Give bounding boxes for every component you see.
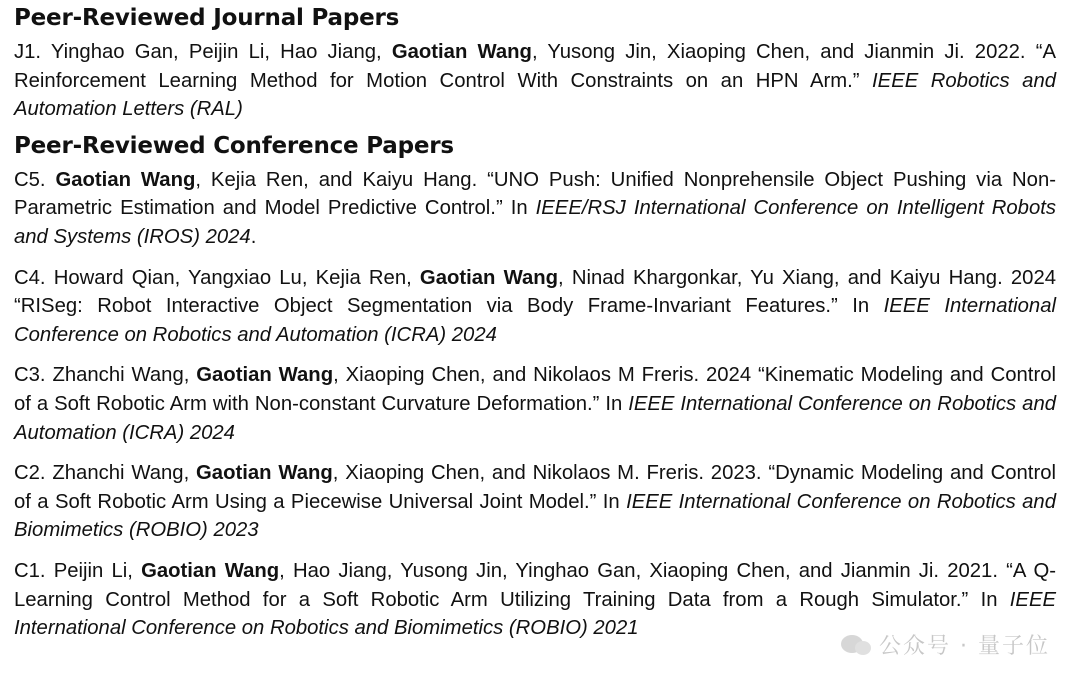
paper-entry-j1 bbox=[14, 38, 1056, 124]
entry-authors-prefix: C1. Peijin Li, bbox=[14, 559, 142, 582]
entry-venue: IEEE International Conference on Robotics and Automation (ICRA) 2024 bbox=[14, 392, 1056, 444]
paper-entry-c5 bbox=[14, 166, 1056, 252]
entry-details: , Yusong Jin, Xiaoping Chen, and Jianmin Ji. 2022. “A Reinforcement Learning Method for Motion Control With Constraints on an HPN Arm.” bbox=[14, 41, 1056, 92]
entry-details: , Ninad Khargonkar, Yu Xiang, and Kaiyu Hang. 2024 “RISeg: Robot Interactive Object Segmentation via Body Frame-Invariant Features.” In bbox=[14, 266, 1056, 318]
entry-authors-prefix: J1. Yinghao Gan, Peijin Li, Hao Jiang, bbox=[14, 41, 392, 63]
entry-details: , Kejia Ren, and Kaiyu Hang. “UNO Push: Unified Nonprehensile Object Pushing via Non-Parametric Estimation and Model Predictive Control.” In bbox=[14, 168, 1056, 220]
entry-details: , Hao Jiang, Yusong Jin, Yinghao Gan, Xiaoping Chen, and Jianmin Ji. 2021. “A Q-Learning Control Method for a Soft Robotic Arm Utilizing Training Data from a Rough Simulator.” In bbox=[14, 559, 1056, 611]
entry-venue: IEEE/RSJ International Conference on Intelligent Robots and Systems (IROS) 2024 bbox=[14, 197, 1056, 248]
entry-venue: IEEE International Conference on Robotics and Automation (ICRA) 2024 bbox=[14, 295, 1056, 346]
entry-venue: IEEE International Conference on Robotics and Biomimetics (ROBIO) 2021 bbox=[14, 588, 1056, 640]
paper-entry-c1 bbox=[14, 557, 1056, 643]
entry-details: , Xiaoping Chen, and Nikolaos M Freris. 2024 “Kinematic Modeling and Control of a Soft Robotic Arm with Non-constant Curvature Deformation.” In bbox=[14, 364, 1056, 415]
entry-venue: IEEE Robotics and Automation Letters (RAL) bbox=[14, 69, 1057, 121]
entry-venue: IEEE International Conference on Robotics and Biomimetics (ROBIO) 2023 bbox=[14, 490, 1056, 542]
publication-list bbox=[14, 0, 1056, 655]
entry-tail: . bbox=[250, 225, 257, 248]
entry-authors-prefix: C3. Zhanchi Wang, bbox=[14, 364, 197, 387]
entry-details: , Xiaoping Chen, and Nikolaos M. Freris. 2023. “Dynamic Modeling and Control of a Soft Robotic Arm Using a Piecewise Universal Joint Model.” In bbox=[14, 462, 1056, 513]
section-title-conference: Peer-Reviewed Conference Papers bbox=[14, 132, 454, 159]
entry-authors-prefix: C4. Howard Qian, Yangxiao Lu, Kejia Ren, bbox=[14, 266, 420, 289]
highlighted-author: Gaotian Wang bbox=[419, 266, 559, 289]
highlighted-author: Gaotian Wang bbox=[55, 168, 196, 191]
watermark-text: 公众号 · 量子位 bbox=[879, 634, 1050, 659]
entry-authors-prefix: C2. Zhanchi Wang, bbox=[14, 462, 197, 485]
highlighted-author: Gaotian Wang bbox=[196, 364, 334, 387]
highlighted-author: Gaotian Wang bbox=[391, 41, 532, 63]
paper-entry-c2 bbox=[14, 459, 1056, 545]
paper-entry-c4 bbox=[14, 264, 1056, 350]
section-title-journal: Peer-Reviewed Journal Papers bbox=[14, 5, 400, 31]
highlighted-author: Gaotian Wang bbox=[141, 559, 280, 582]
paper-entry-c3 bbox=[14, 361, 1056, 447]
highlighted-author: Gaotian Wang bbox=[196, 462, 333, 485]
entry-authors-prefix: C5. bbox=[14, 168, 56, 191]
